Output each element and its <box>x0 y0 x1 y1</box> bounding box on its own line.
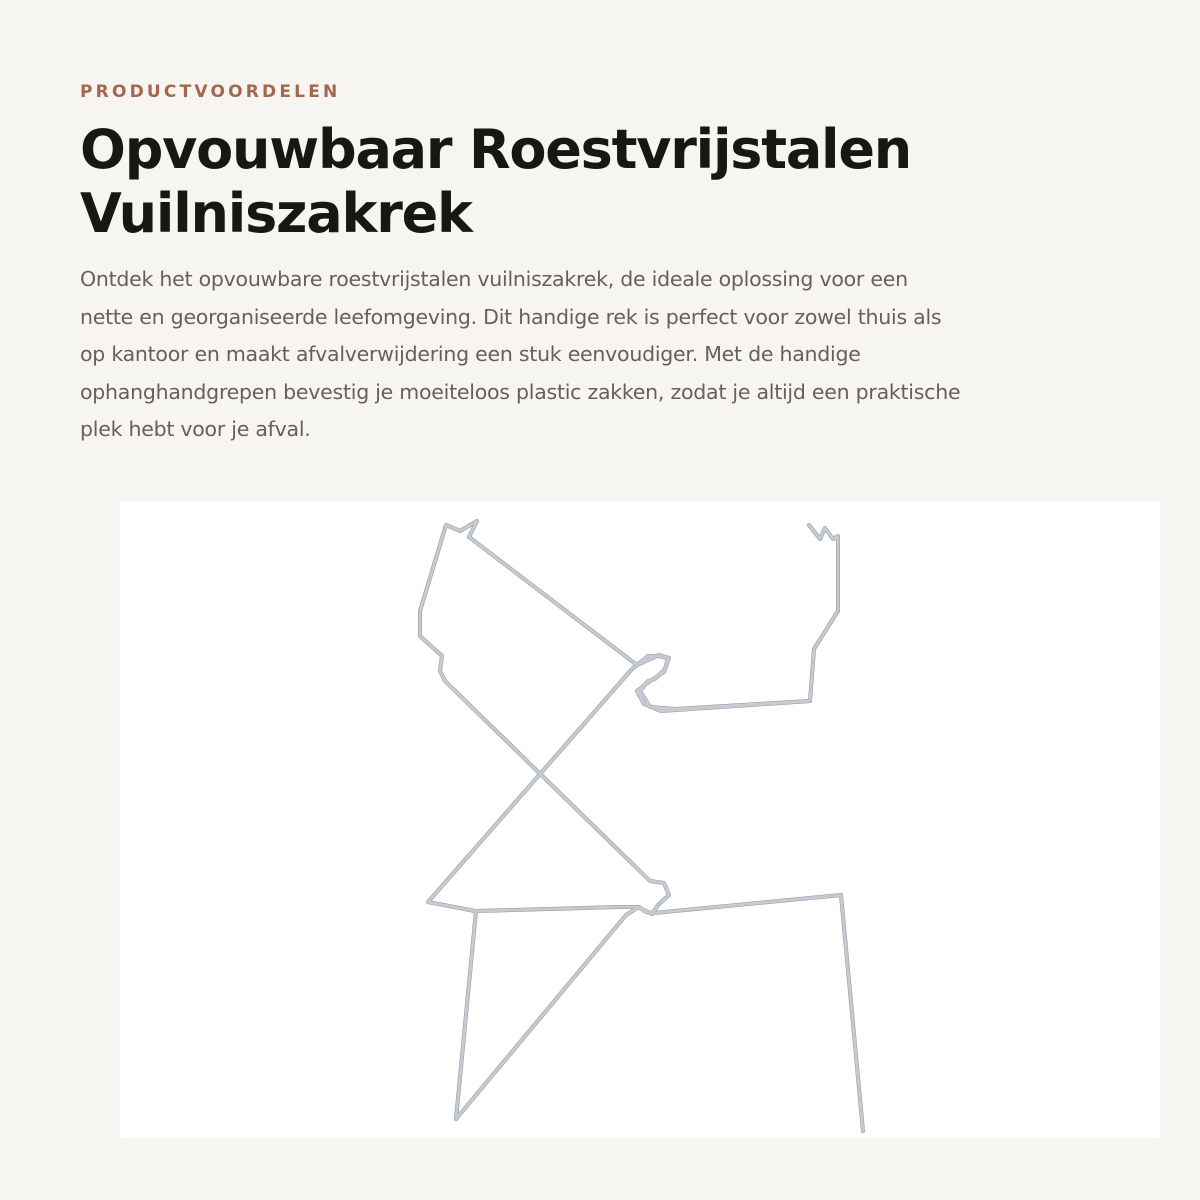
description-line: ophanghandgrepen bevestig je moeiteloos plastic zakken, zodat je altijd een praktische <box>80 379 961 404</box>
folding-wire-rack-icon <box>120 501 1160 1138</box>
description-line: nette en georganiseerde leefomgeving. Dit handige rek is perfect voor zowel thuis als <box>80 304 942 329</box>
rack-left-frame-shadow <box>420 521 669 1119</box>
product-description <box>80 261 1110 449</box>
product-title-line: Vuilniszakrek <box>80 182 472 245</box>
rack-left-frame <box>420 521 669 1119</box>
rack-wire-shadow <box>420 521 863 1131</box>
product-image-panel <box>120 501 1160 1138</box>
section-eyebrow: PRODUCTVOORDELEN <box>80 82 341 102</box>
rack-upper-cross <box>469 537 810 711</box>
rack-right-frame-shadow <box>428 525 838 911</box>
description-line: op kantoor en maakt afvalverwijdering een stuk eenvoudiger. Met de handige <box>80 342 861 366</box>
rack-wire <box>420 521 863 1131</box>
rack-upper-cross-shadow <box>469 537 810 711</box>
description-line: plek hebt voor je afval. <box>80 417 311 441</box>
product-title-line: Opvouwbaar Roestvrijstalen <box>80 118 912 181</box>
rack-right-frame <box>428 525 838 911</box>
product-title <box>80 118 1120 246</box>
rack-bottom-leg <box>456 895 863 1131</box>
description-line: Ontdek het opvouwbare roestvrijstalen vuilniszakrek, de ideale oplossing voor een <box>80 267 908 291</box>
rack-bottom-leg-shadow <box>456 895 863 1131</box>
